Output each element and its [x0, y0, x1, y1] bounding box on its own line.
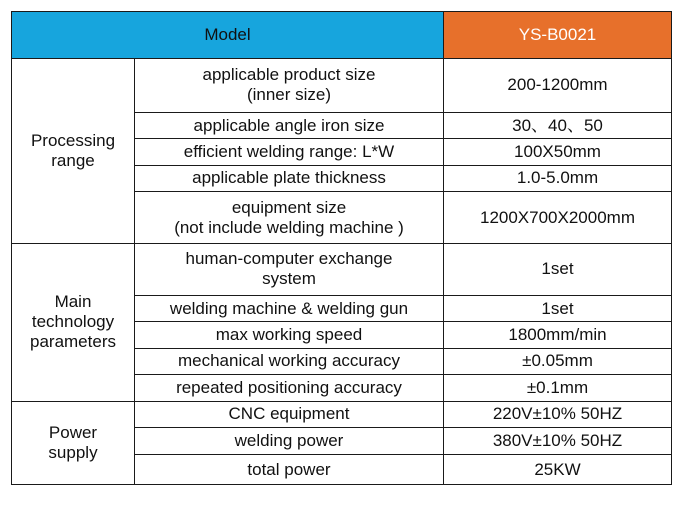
- parameter-name: [135, 455, 444, 485]
- parameter-name-line: applicable product size: [202, 65, 376, 85]
- group-label: Power supply: [12, 401, 135, 484]
- table-row: [12, 59, 672, 113]
- parameter-name: [135, 427, 444, 454]
- spec-table: [11, 11, 672, 485]
- parameter-value: ±0.1mm: [444, 375, 672, 401]
- parameter-name-line: welding power: [234, 431, 344, 451]
- parameter-name-line: system: [262, 269, 316, 289]
- parameter-name: [135, 192, 444, 244]
- spec-sheet: [11, 11, 671, 485]
- parameter-value: ±0.05mm: [444, 348, 672, 374]
- parameter-name-line: CNC equipment: [228, 404, 350, 424]
- parameter-name-line: human-computer exchange: [185, 249, 393, 269]
- model-header: Model: [12, 12, 444, 59]
- parameter-name-line: (inner size): [246, 85, 332, 105]
- parameter-value: 200-1200mm: [444, 59, 672, 113]
- parameter-name: [135, 165, 444, 191]
- parameter-name-line: total power: [247, 459, 331, 479]
- parameter-name: [135, 59, 444, 113]
- parameter-name-line: applicable plate thickness: [192, 168, 386, 188]
- parameter-value: 1set: [444, 295, 672, 321]
- group-label: Processing range: [12, 59, 135, 244]
- parameter-name: [135, 112, 444, 138]
- model-value-header: YS-B0021: [444, 12, 672, 59]
- table-row: [12, 243, 672, 295]
- parameter-name-line: repeated positioning accuracy: [176, 377, 402, 397]
- parameter-value: 1set: [444, 243, 672, 295]
- parameter-name: [135, 295, 444, 321]
- header-row: [12, 12, 672, 59]
- parameter-name: [135, 401, 444, 427]
- parameter-value: 1800mm/min: [444, 322, 672, 348]
- parameter-value: 220V±10% 50HZ: [444, 401, 672, 427]
- parameter-value: 25KW: [444, 455, 672, 485]
- parameter-name-line: (not include welding machine ): [174, 217, 404, 237]
- parameter-name: [135, 243, 444, 295]
- parameter-name-line: mechanical working accuracy: [177, 351, 401, 371]
- parameter-value: 380V±10% 50HZ: [444, 427, 672, 454]
- parameter-value: 1200X700X2000mm: [444, 192, 672, 244]
- parameter-value: 30、40、50: [444, 112, 672, 138]
- parameter-name-line: equipment size: [231, 197, 347, 217]
- parameter-name-line: efficient welding range: L*W: [183, 142, 395, 161]
- parameter-name: [135, 139, 444, 165]
- parameter-name-line: max working speed: [215, 324, 363, 344]
- parameter-name: [135, 375, 444, 401]
- parameter-value: 100X50mm: [444, 139, 672, 165]
- table-row: [12, 401, 672, 427]
- parameter-name: [135, 348, 444, 374]
- spec-body: [12, 59, 672, 485]
- group-label: Main technology parameters: [12, 243, 135, 401]
- parameter-name-line: welding machine & welding gun: [169, 298, 409, 318]
- parameter-name-line: applicable angle iron size: [193, 115, 385, 135]
- parameter-value: 1.0-5.0mm: [444, 165, 672, 191]
- parameter-name: [135, 322, 444, 348]
